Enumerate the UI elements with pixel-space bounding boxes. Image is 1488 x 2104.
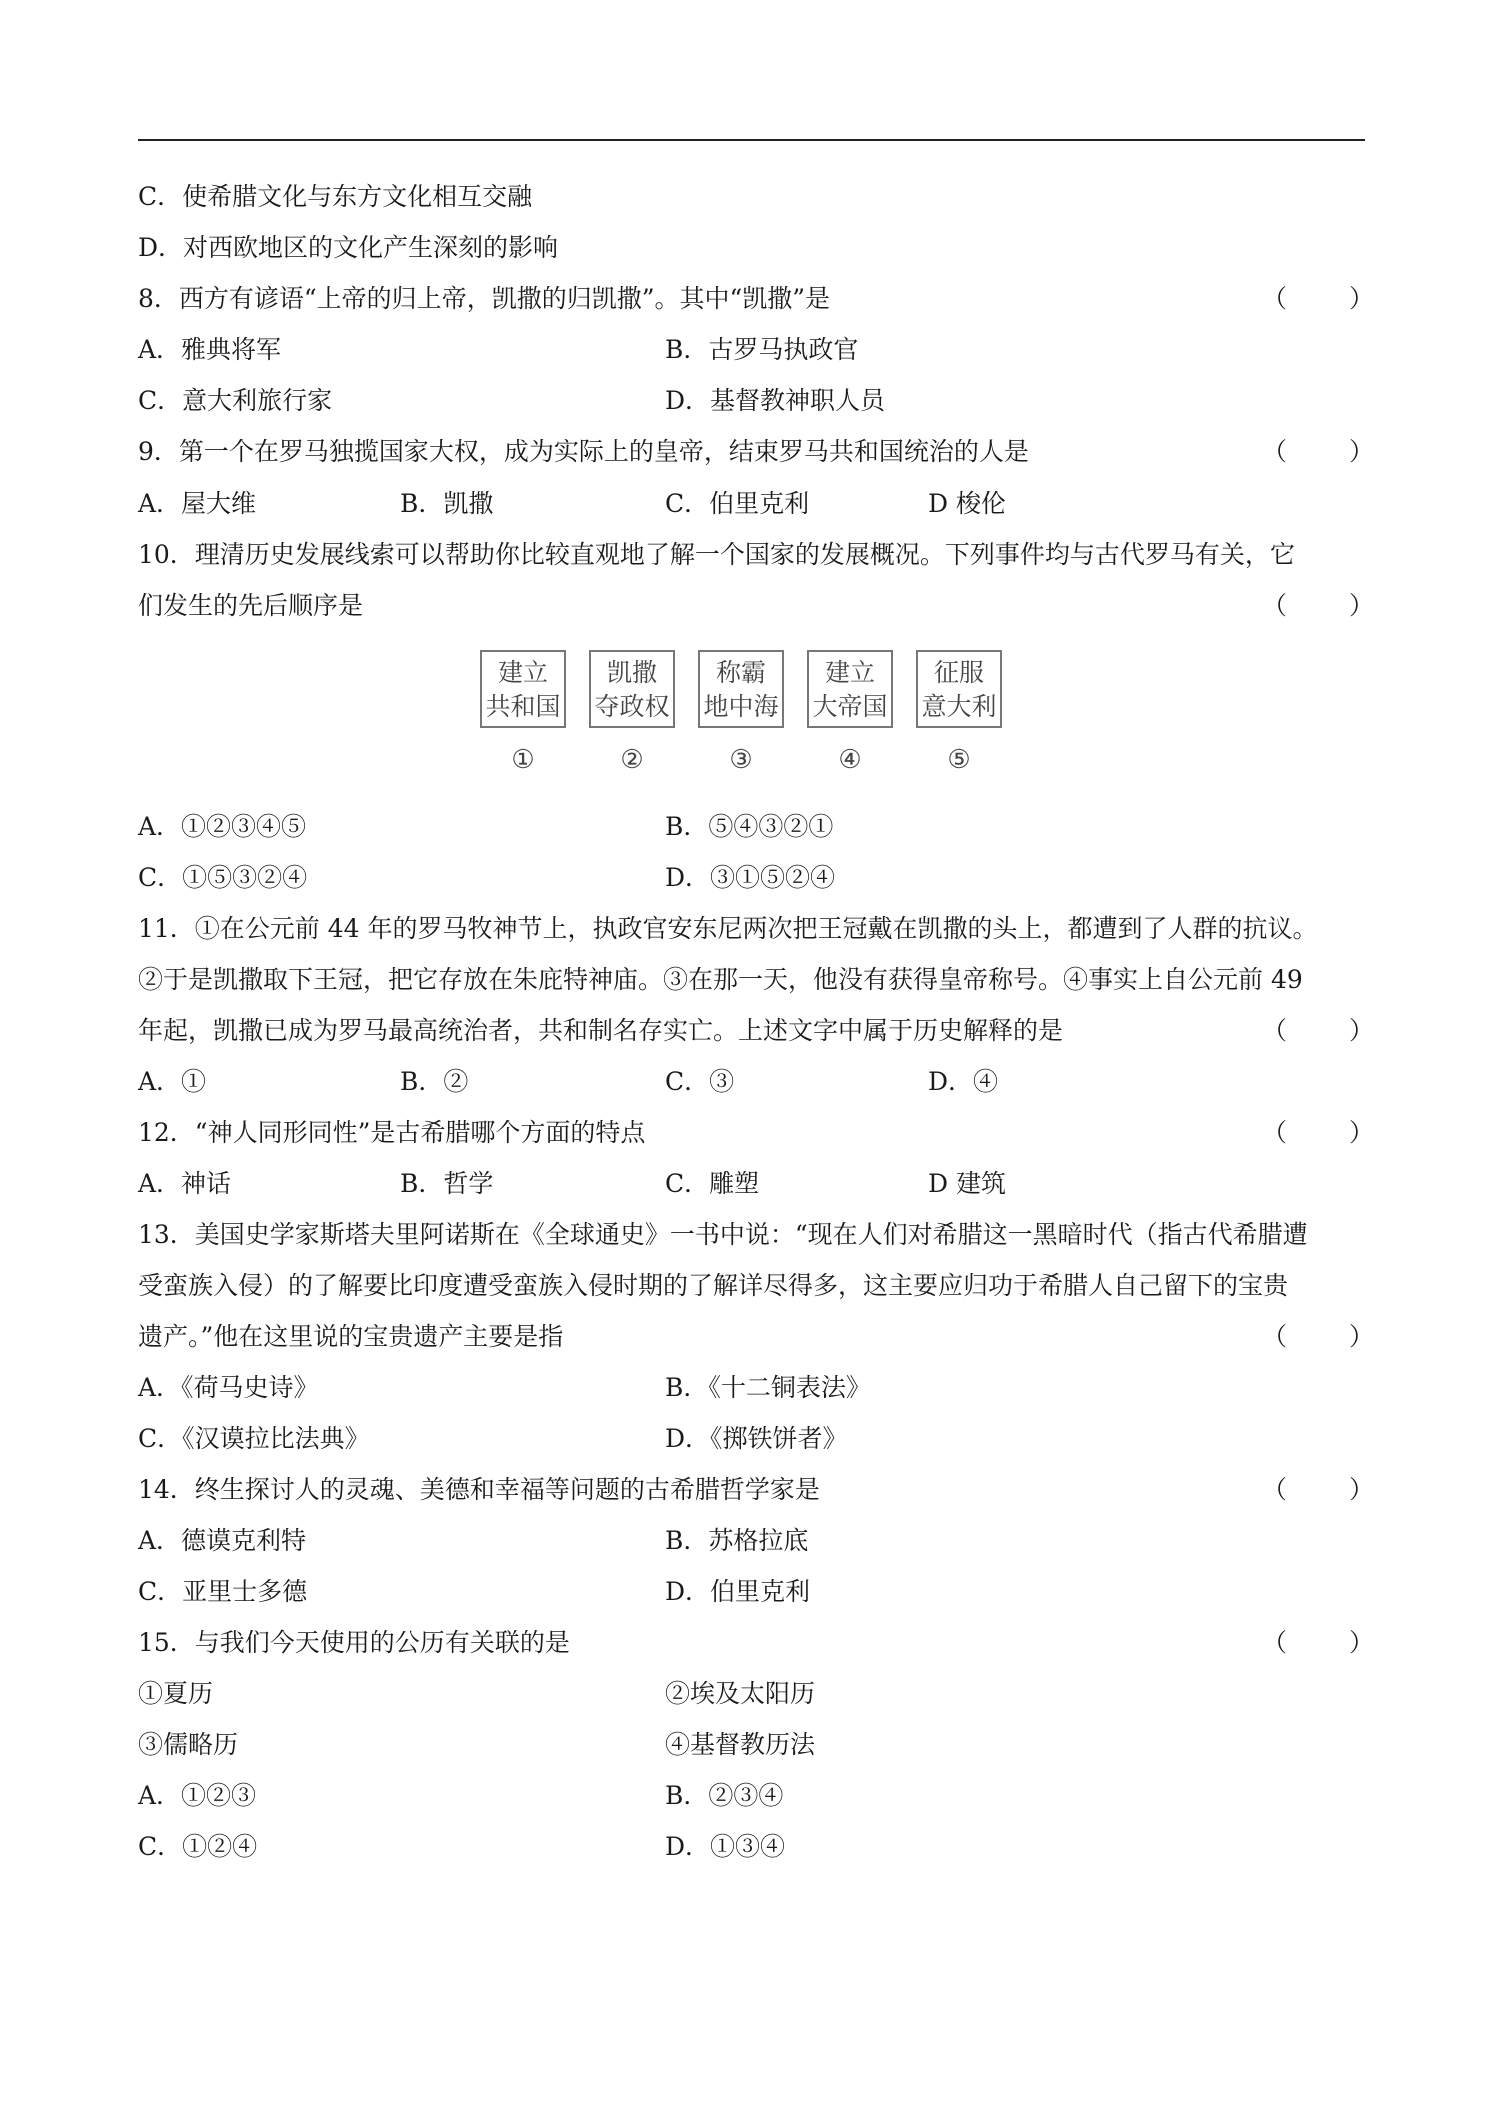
q8-option-c: C．意大利旅行家 — [138, 386, 333, 415]
q11-stem-line3: 年起，凯撒已成为罗马最高统治者，共和制名存实亡。上述文字中属于历史解释的是 — [138, 1016, 1064, 1045]
q9-option-b: B．凯撒 — [400, 489, 494, 518]
q14-option-c: C．亚里士多德 — [138, 1577, 308, 1606]
q9-stem: 9．第一个在罗马独揽国家大权，成为实际上的皇帝，结束罗马共和国统治的人是 — [138, 437, 1029, 466]
q12-option-d: D 建筑 — [928, 1169, 1006, 1198]
timeline-box: 称霸 地中海 — [698, 650, 784, 728]
q10-option-a: A．①②③④⑤ — [138, 812, 307, 841]
q15-option-d: D．①③④ — [665, 1832, 786, 1861]
q15-item-3: ③儒略历 — [138, 1730, 239, 1759]
q8-option-b: B．古罗马执政官 — [665, 335, 859, 364]
q14-answer-blank: （ ） — [1262, 1475, 1379, 1504]
timeline-number: ① — [511, 745, 535, 775]
q9-option-c: C．伯里克利 — [665, 489, 810, 518]
q12-option-a: A．神话 — [138, 1169, 232, 1198]
q14-stem: 14．终生探讨人的灵魂、美德和幸福等问题的古希腊哲学家是 — [138, 1475, 820, 1504]
q10-stem-line2: 们发生的先后顺序是 — [138, 591, 364, 620]
q11-stem-line2: ②于是凯撒取下王冠，把它存放在朱庇特神庙。③在那一天，他没有获得皇帝称号。④事实上自公元前 49 — [138, 965, 1303, 994]
q15-item-4: ④基督教历法 — [665, 1730, 816, 1759]
q11-option-c: C．③ — [665, 1067, 735, 1096]
q9-option-d: D 梭伦 — [928, 489, 1006, 518]
q12-option-b: B．哲学 — [400, 1169, 494, 1198]
timeline-number: ④ — [838, 745, 862, 775]
timeline-number: ⑤ — [947, 745, 971, 775]
q15-item-2: ②埃及太阳历 — [665, 1679, 816, 1708]
q10-option-b: B．⑤④③②① — [665, 812, 834, 841]
timeline-box: 建立 大帝国 — [807, 650, 893, 728]
q13-option-c: C．《汉谟拉比法典》 — [138, 1424, 370, 1453]
q10-option-d: D．③①⑤②④ — [665, 863, 836, 892]
timeline-box: 征服 意大利 — [916, 650, 1002, 728]
header-rule — [138, 139, 1365, 141]
q13-option-d: D．《掷铁饼者》 — [665, 1424, 848, 1453]
q10-stem-line1: 10．理清历史发展线索可以帮助你比较直观地了解一个国家的发展概况。下列事件均与古代罗马有关，它 — [138, 540, 1295, 569]
timeline-box: 凯撒 夺政权 — [589, 650, 675, 728]
q14-option-d: D．伯里克利 — [665, 1577, 811, 1606]
q8-option-a: A．雅典将军 — [138, 335, 282, 364]
q15-answer-blank: （ ） — [1262, 1628, 1379, 1657]
q15-stem: 15．与我们今天使用的公历有关联的是 — [138, 1628, 570, 1657]
q12-option-c: C．雕塑 — [665, 1169, 760, 1198]
q13-stem-line2: 受蛮族入侵）的了解要比印度遭受蛮族入侵时期的了解详尽得多，这主要应归功于希腊人自己留下的宝贵 — [138, 1271, 1289, 1300]
q15-option-a: A．①②③ — [138, 1781, 257, 1810]
timeline-number: ② — [620, 745, 644, 775]
timeline-number: ③ — [729, 745, 753, 775]
q12-stem: 12．“神人同形同性”是古希腊哪个方面的特点 — [138, 1118, 646, 1147]
q12-answer-blank: （ ） — [1262, 1118, 1379, 1147]
q9-option-a: A．屋大维 — [138, 489, 257, 518]
q15-option-c: C．①②④ — [138, 1832, 258, 1861]
q11-stem-line1: 11．①在公元前 44 年的罗马牧神节上，执政官安东尼两次把王冠戴在凯撒的头上，都遭到了人群的抗议。 — [138, 914, 1318, 943]
q7-option-c: C．使希腊文化与东方文化相互交融 — [138, 182, 533, 211]
q15-item-1: ①夏历 — [138, 1679, 214, 1708]
q8-stem: 8．西方有谚语“上帝的归上帝，凯撒的归凯撒”。其中“凯撒”是 — [138, 284, 831, 313]
q8-option-d: D．基督教神职人员 — [665, 386, 886, 415]
q13-stem-line1: 13．美国史学家斯塔夫里阿诺斯在《全球通史》一书中说：“现在人们对希腊这一黑暗时代（指古代希腊遭 — [138, 1220, 1308, 1249]
q10-option-c: C．①⑤③②④ — [138, 863, 308, 892]
q13-option-b: B．《十二铜表法》 — [665, 1373, 871, 1402]
q11-option-b: B．② — [400, 1067, 469, 1096]
q10-answer-blank: （ ） — [1262, 591, 1379, 620]
q7-option-d: D．对西欧地区的文化产生深刻的影响 — [138, 233, 559, 262]
q8-answer-blank: （ ） — [1262, 284, 1379, 313]
timeline-box: 建立 共和国 — [480, 650, 566, 728]
q14-option-b: B．苏格拉底 — [665, 1526, 809, 1555]
q14-option-a: A．德谟克利特 — [138, 1526, 307, 1555]
q11-option-d: D．④ — [928, 1067, 999, 1096]
q13-answer-blank: （ ） — [1262, 1322, 1379, 1351]
q13-option-a: A．《荷马史诗》 — [138, 1373, 319, 1402]
q13-stem-line3: 遗产。”他在这里说的宝贵遗产主要是指 — [138, 1322, 564, 1351]
q11-option-a: A．① — [138, 1067, 207, 1096]
q15-option-b: B．②③④ — [665, 1781, 784, 1810]
q11-answer-blank: （ ） — [1262, 1016, 1379, 1045]
q9-answer-blank: （ ） — [1262, 437, 1379, 466]
